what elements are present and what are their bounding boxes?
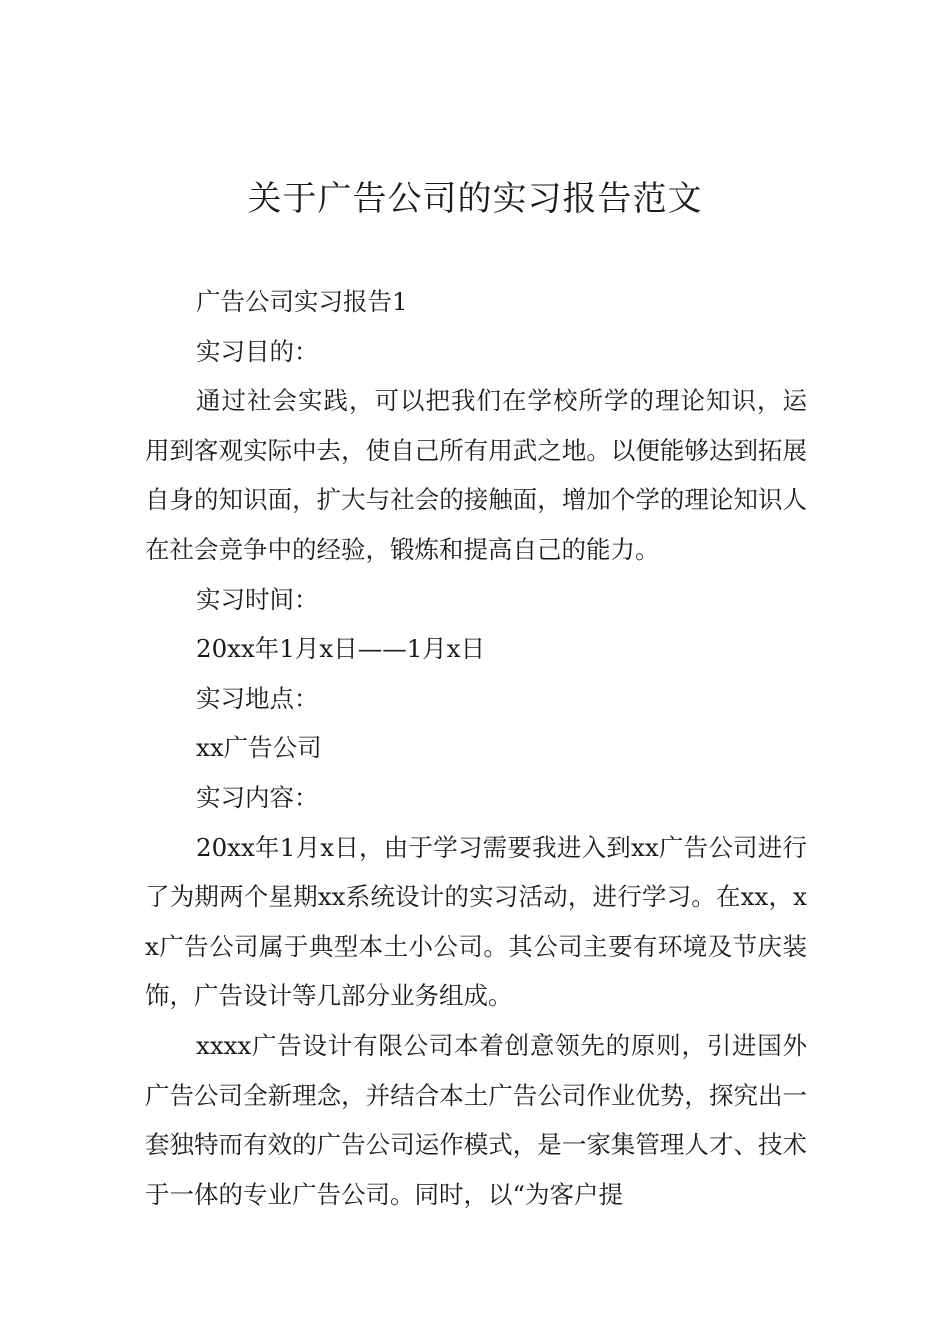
document-title: 关于广告公司的实习报告范文 <box>247 179 703 219</box>
value-location: xx广告公司 <box>196 733 322 763</box>
section-heading: 广告公司实习报告1 <box>196 287 408 316</box>
paragraph-purpose: 通过社会实践，可以把我们在学校所学的理论知识，运用到客观实际中去，使自己所有用武之地。以便能够达到拓展自身的知识面，扩大与社会的接触面，增加个学的理论知识人在社会竞争中的经验，锻炼和提高自己的能力。 <box>145 386 807 564</box>
value-time: 20xx年1月x日——1月x日 <box>196 634 486 664</box>
paragraph-content-1: 20xx年1月x日，由于学习需要我进入到xx广告公司进行了为期两个星期xx系统设计的实习活动，进行学习。在xx，xx广告公司属于典型本土小公司。其公司主要有环境及节庆装饰，广告设计等几部分业务组成。 <box>145 832 807 1011</box>
label-time: 实习时间： <box>196 584 319 614</box>
document-body <box>145 277 807 1219</box>
label-purpose: 实习目的： <box>196 336 319 366</box>
paragraph-content-2: xxxx广告设计有限公司本着创意领先的原则，引进国外广告公司全新理念，并结合本土广告公司作业优势，探究出一套独特而有效的广告公司运作模式，是一家集管理人才、技术于一体的专业广告公司。同时，以“为客户提 <box>145 1030 807 1209</box>
label-location: 实习地点： <box>196 683 319 713</box>
label-content: 实习内容： <box>196 782 319 812</box>
